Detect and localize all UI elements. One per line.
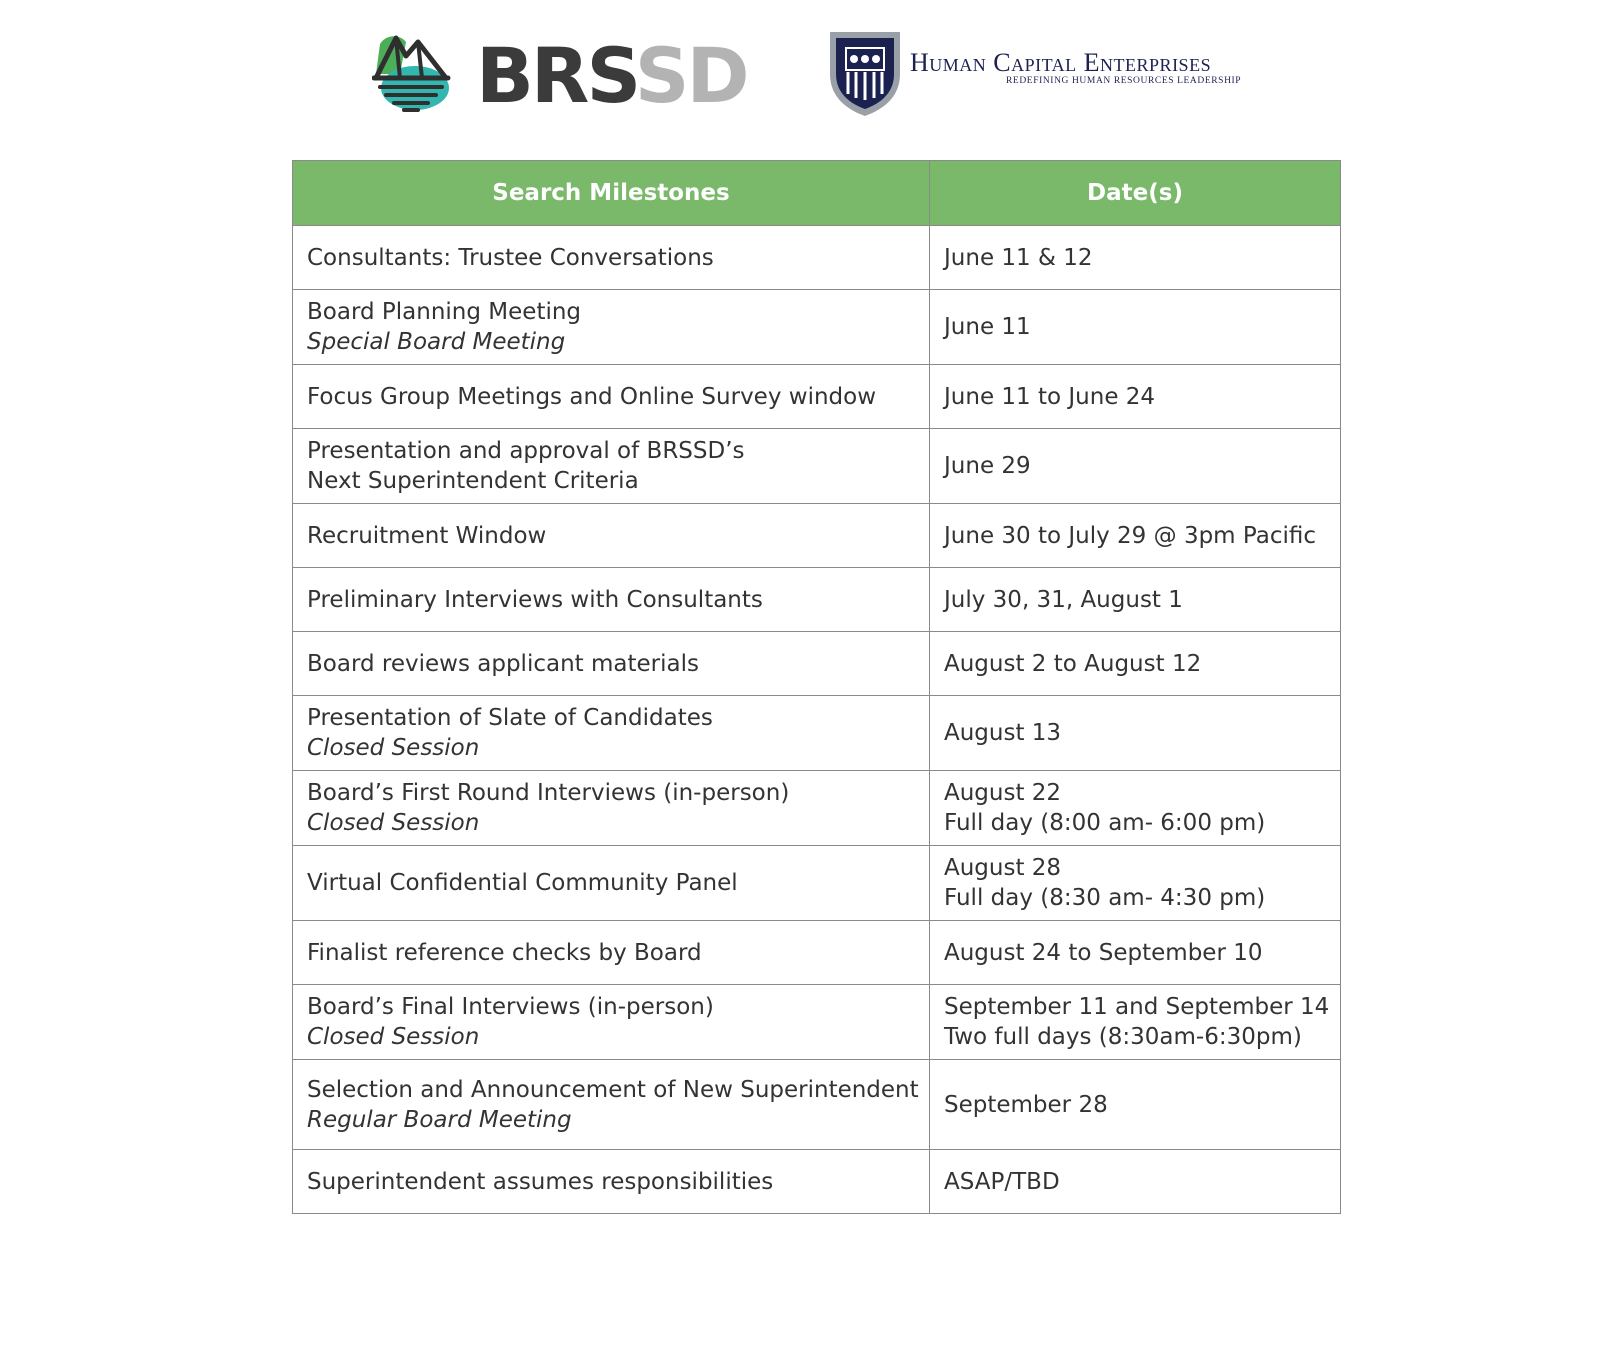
milestone-session-note: Closed Session [307, 735, 480, 761]
date-text: June 29 [944, 453, 1031, 479]
date-cell [930, 632, 1341, 696]
date-text: August 13 [944, 720, 1062, 746]
date-text: August 24 to September 10 [944, 939, 1263, 966]
milestone-text: Preliminary Interviews with Consultants [307, 586, 763, 613]
table-row [293, 429, 1341, 504]
date-cell [930, 429, 1341, 504]
hce-name: Human Capital Enterprises [910, 48, 1212, 77]
date-cell [930, 226, 1341, 290]
table-header-row [293, 161, 1341, 226]
table-row [293, 290, 1341, 365]
milestone-cell [293, 365, 930, 429]
date-cell [930, 921, 1341, 985]
date-cell [930, 771, 1341, 846]
date-cell [930, 365, 1341, 429]
table-row [293, 846, 1341, 921]
date-text: ASAP/TBD [944, 1168, 1060, 1195]
brssd-mountain-icon [372, 30, 458, 116]
milestone-text: Board’s First Round Interviews (in-person) [307, 780, 790, 806]
milestone-text: Presentation of Slate of Candidates [307, 705, 713, 731]
milestone-text: Recruitment Window [307, 522, 547, 549]
milestone-text: Finalist reference checks by Board [307, 939, 702, 966]
milestone-text: Board reviews applicant materials [307, 650, 699, 677]
milestone-text: Presentation and approval of BRSSD’s [307, 438, 745, 464]
brssd-wordmark [476, 31, 747, 120]
date-cell [930, 985, 1341, 1060]
hce-tagline: REDEFINING HUMAN RESOURCES LEADERSHIP [1006, 76, 1242, 86]
milestone-cell [293, 290, 930, 365]
table-row [293, 921, 1341, 985]
date-text: August 28 [944, 855, 1062, 881]
milestone-cell [293, 846, 930, 921]
date-cell [930, 568, 1341, 632]
hce-logo [826, 28, 1256, 120]
milestone-text: Board’s Final Interviews (in-person) [307, 994, 714, 1020]
milestone-text-line2: Next Superintendent Criteria [307, 468, 639, 494]
milestone-session-note: Closed Session [307, 810, 480, 836]
date-text: June 11 [944, 314, 1031, 340]
table-row [293, 504, 1341, 568]
table-row [293, 1150, 1341, 1214]
milestone-session-note: Special Board Meeting [307, 329, 566, 355]
date-text: June 30 to July 29 @ 3pm Pacific [944, 522, 1316, 549]
header-dates: Date(s) [930, 161, 1341, 226]
date-text: September 11 and September 14 [944, 994, 1330, 1020]
brssd-wordmark-light: SD [634, 31, 747, 120]
date-time-detail: Full day (8:00 am- 6:00 pm) [944, 810, 1266, 836]
table-row [293, 568, 1341, 632]
search-milestones-table [292, 160, 1341, 1214]
milestone-session-note: Closed Session [307, 1024, 480, 1050]
date-cell [930, 846, 1341, 921]
milestone-text: Virtual Confidential Community Panel [307, 870, 738, 896]
milestone-cell [293, 504, 930, 568]
milestone-text: Board Planning Meeting [307, 299, 582, 325]
table-row [293, 696, 1341, 771]
date-time-detail: Two full days (8:30am-6:30pm) [944, 1024, 1302, 1050]
milestone-cell [293, 985, 930, 1060]
date-time-detail: Full day (8:30 am- 4:30 pm) [944, 885, 1266, 911]
table-row [293, 632, 1341, 696]
milestone-cell [293, 568, 930, 632]
milestone-session-note: Regular Board Meeting [307, 1106, 572, 1133]
table-row [293, 1060, 1341, 1150]
date-text: August 2 to August 12 [944, 650, 1202, 677]
milestone-cell [293, 921, 930, 985]
table-row [293, 226, 1341, 290]
date-text: July 30, 31, August 1 [944, 586, 1183, 613]
table-row [293, 985, 1341, 1060]
date-cell [930, 504, 1341, 568]
table-row [293, 771, 1341, 846]
milestone-cell [293, 771, 930, 846]
milestone-text: Superintendent assumes responsibilities [307, 1168, 774, 1195]
milestone-text: Selection and Announcement of New Superintendent [307, 1076, 919, 1103]
brssd-wordmark-dark: BRS [476, 31, 635, 120]
date-text: September 28 [944, 1091, 1108, 1118]
date-cell [930, 290, 1341, 365]
milestone-cell [293, 632, 930, 696]
date-cell [930, 1060, 1341, 1150]
date-cell [930, 1150, 1341, 1214]
brssd-logo [372, 30, 747, 120]
table-row [293, 365, 1341, 429]
milestone-cell [293, 1150, 930, 1214]
milestone-text: Focus Group Meetings and Online Survey window [307, 383, 877, 410]
milestone-cell [293, 1060, 930, 1150]
date-text: June 11 to June 24 [944, 383, 1156, 410]
hce-shield-icon [826, 28, 904, 118]
date-cell [930, 696, 1341, 771]
header-search-milestones: Search Milestones [293, 161, 930, 226]
milestone-cell [293, 226, 930, 290]
date-text: August 22 [944, 780, 1062, 806]
date-text: June 11 & 12 [944, 244, 1093, 271]
milestone-cell [293, 696, 930, 771]
milestone-text: Consultants: Trustee Conversations [307, 244, 714, 271]
milestone-cell [293, 429, 930, 504]
